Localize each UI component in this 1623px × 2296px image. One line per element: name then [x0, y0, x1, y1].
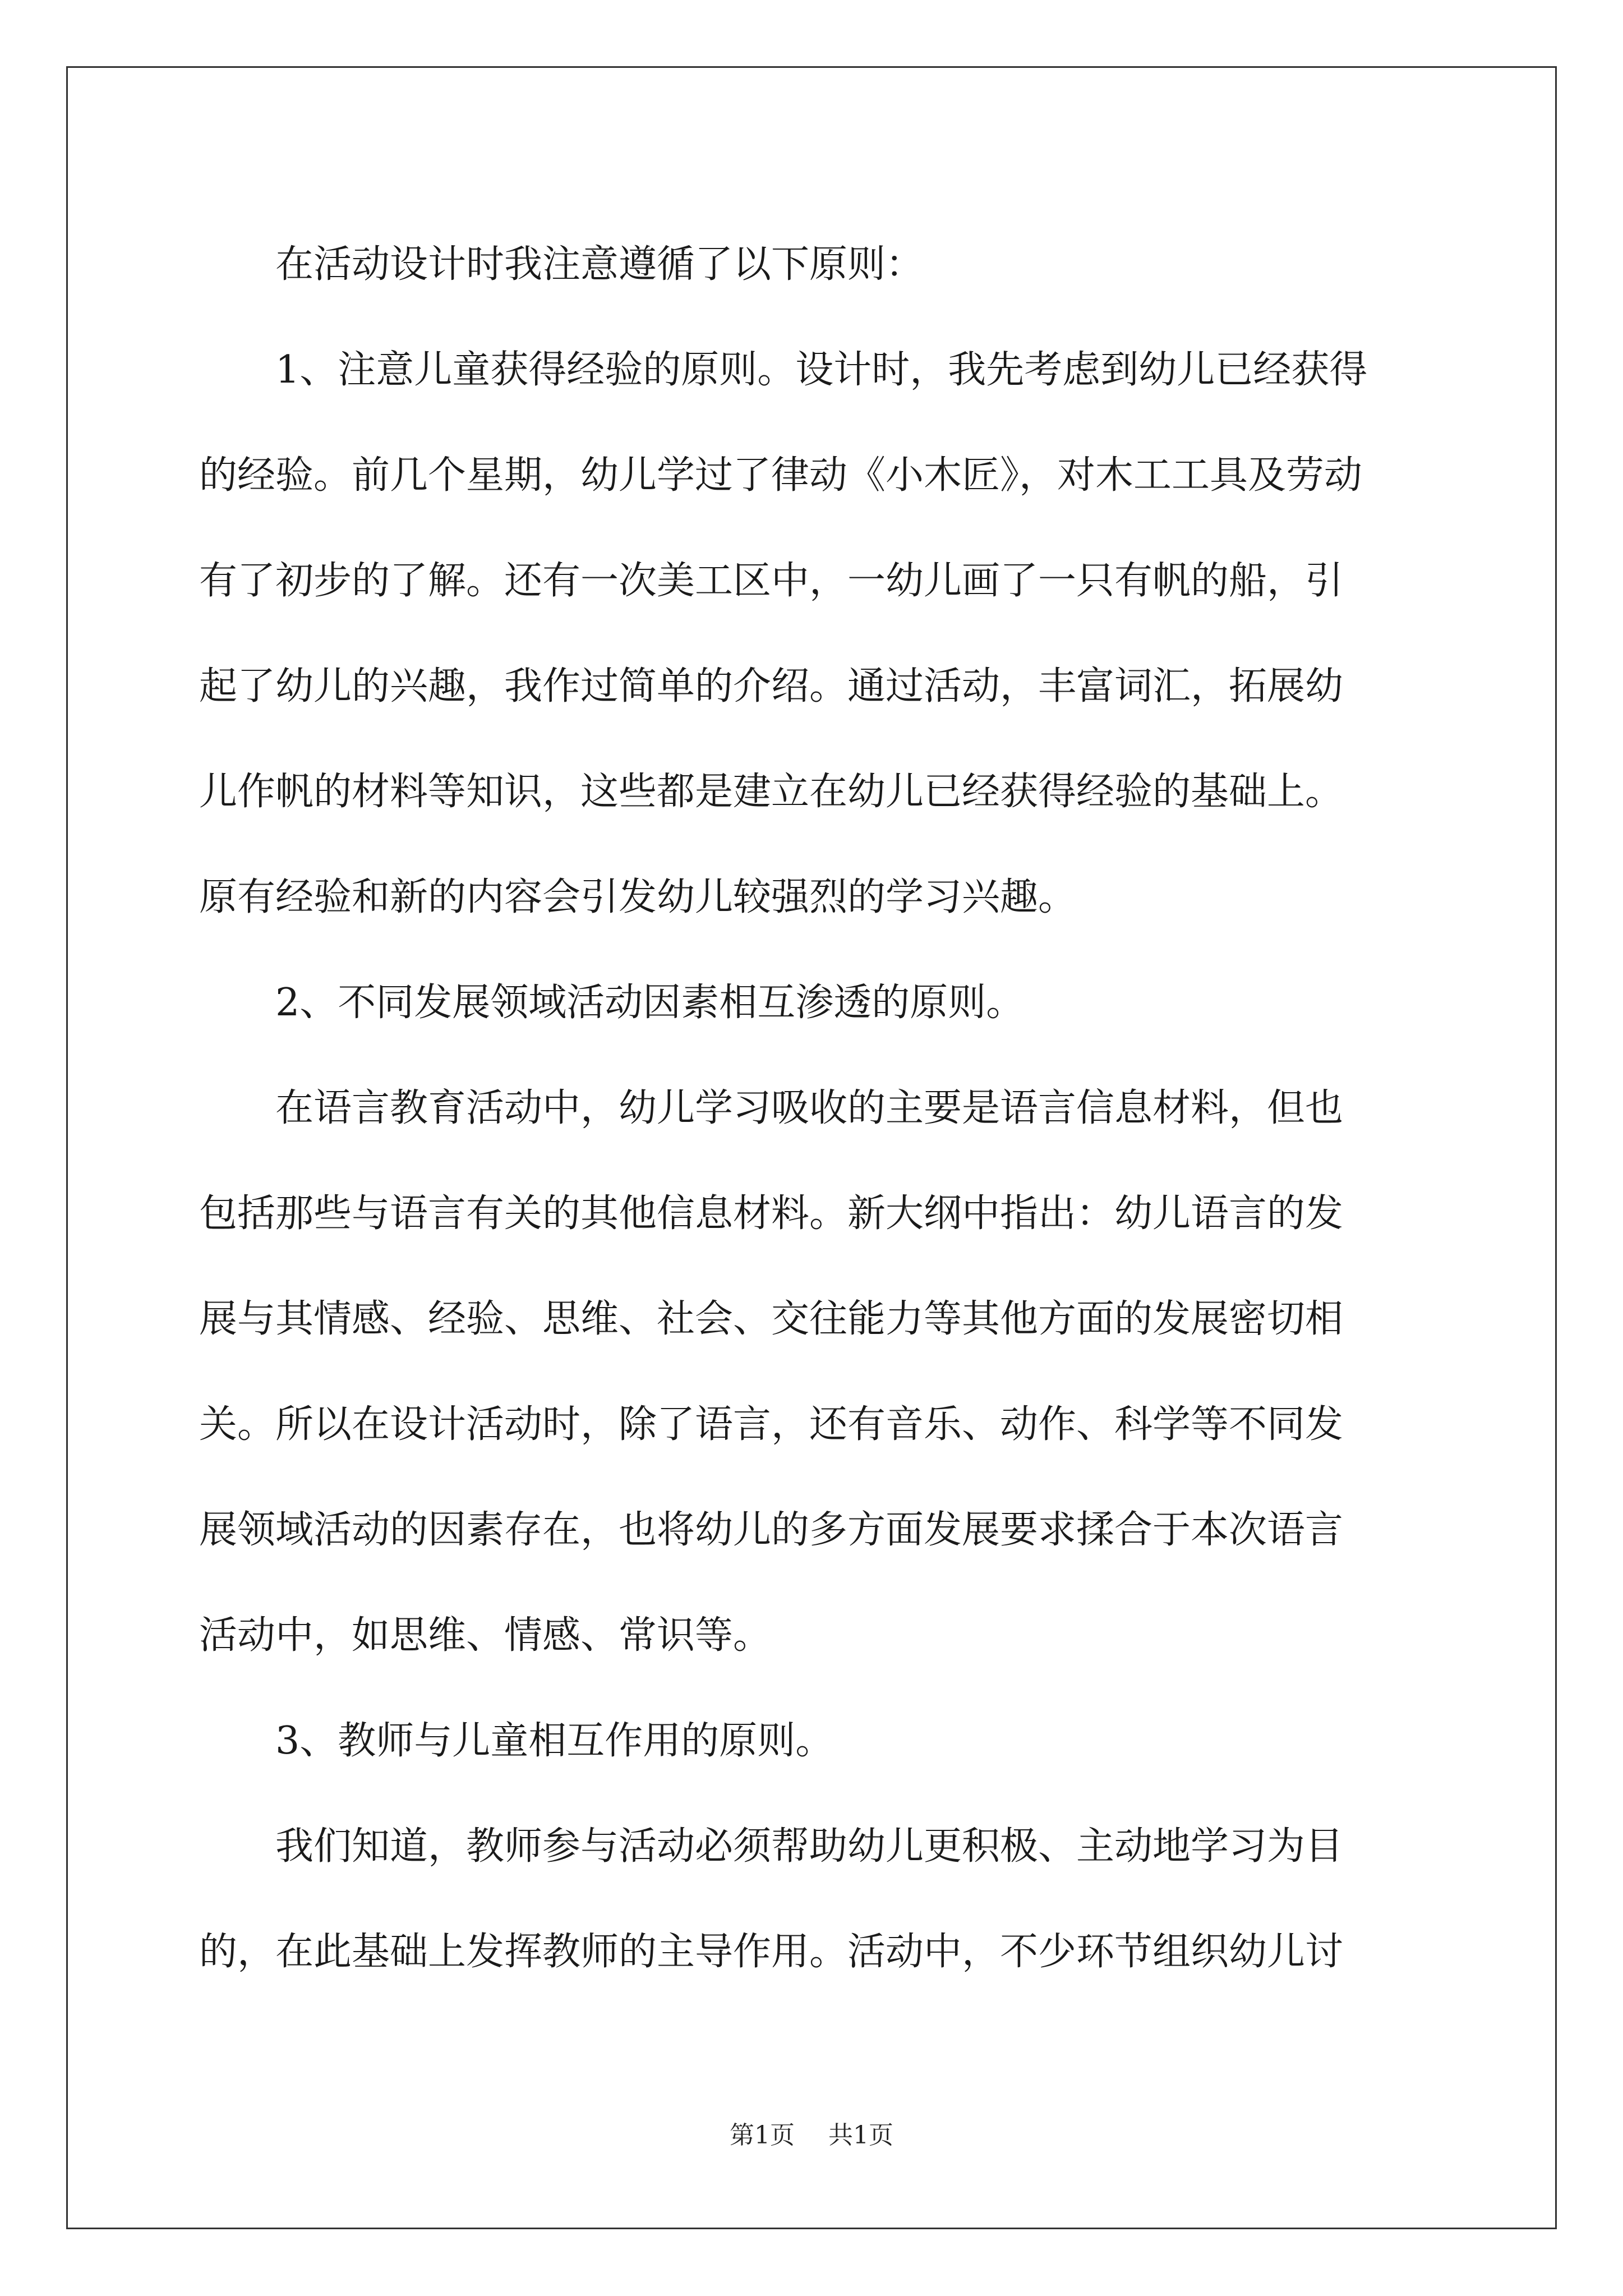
text-line: 在活动设计时我注意遵循了以下原则：: [199, 242, 924, 287]
document-body: [199, 212, 1427, 2005]
page-footer: [0, 2115, 1623, 2151]
text-line: 1、注意儿童获得经验的原则。设计时，我先考虑到幼儿已经获得: [199, 348, 1368, 392]
text-line: 3、教师与儿童相互作用的原则。: [199, 1719, 834, 1763]
text-line: 儿作帆的材料等知识，这些都是建立在幼儿已经获得经验的基础上。: [199, 770, 1344, 814]
text-line: 展领域活动的因素存在，也将幼儿的多方面发展要求揉合于本次语言: [199, 1508, 1344, 1552]
page-total: 共1页: [828, 2121, 893, 2150]
text-line: 的经验。前几个星期，幼儿学过了律动《小木匠》，对木工工具及劳动: [199, 453, 1363, 498]
text-line: 的，在此基础上发挥教师的主导作用。活动中，不少环节组织幼儿讨: [199, 1930, 1344, 1974]
page-number: 第1页: [730, 2121, 795, 2150]
text-line: 起了幼儿的兴趣，我作过简单的介绍。通过活动，丰富词汇，拓展幼: [199, 664, 1344, 708]
text-line: 原有经验和新的内容会引发幼儿较强烈的学习兴趣。: [199, 875, 1077, 919]
text-line: 关。所以在设计活动时，除了语言，还有音乐、动作、科学等不同发: [199, 1402, 1344, 1447]
text-line: 2、不同发展领域活动因素相互渗透的原则。: [199, 981, 1025, 1025]
text-line: 展与其情感、经验、思维、社会、交往能力等其他方面的发展密切相: [199, 1297, 1344, 1341]
text-line: 活动中，如思维、情感、常识等。: [199, 1613, 772, 1658]
text-line: 我们知道，教师参与活动必须帮助幼儿更积极、主动地学习为目: [199, 1824, 1344, 1869]
text-line: 在语言教育活动中，幼儿学习吸收的主要是语言信息材料，但也: [199, 1086, 1344, 1130]
text-line: 包括那些与语言有关的其他信息材料。新大纲中指出：幼儿语言的发: [199, 1191, 1344, 1236]
text-line: 有了初步的了解。还有一次美工区中，一幼儿画了一只有帆的船，引: [199, 559, 1344, 603]
